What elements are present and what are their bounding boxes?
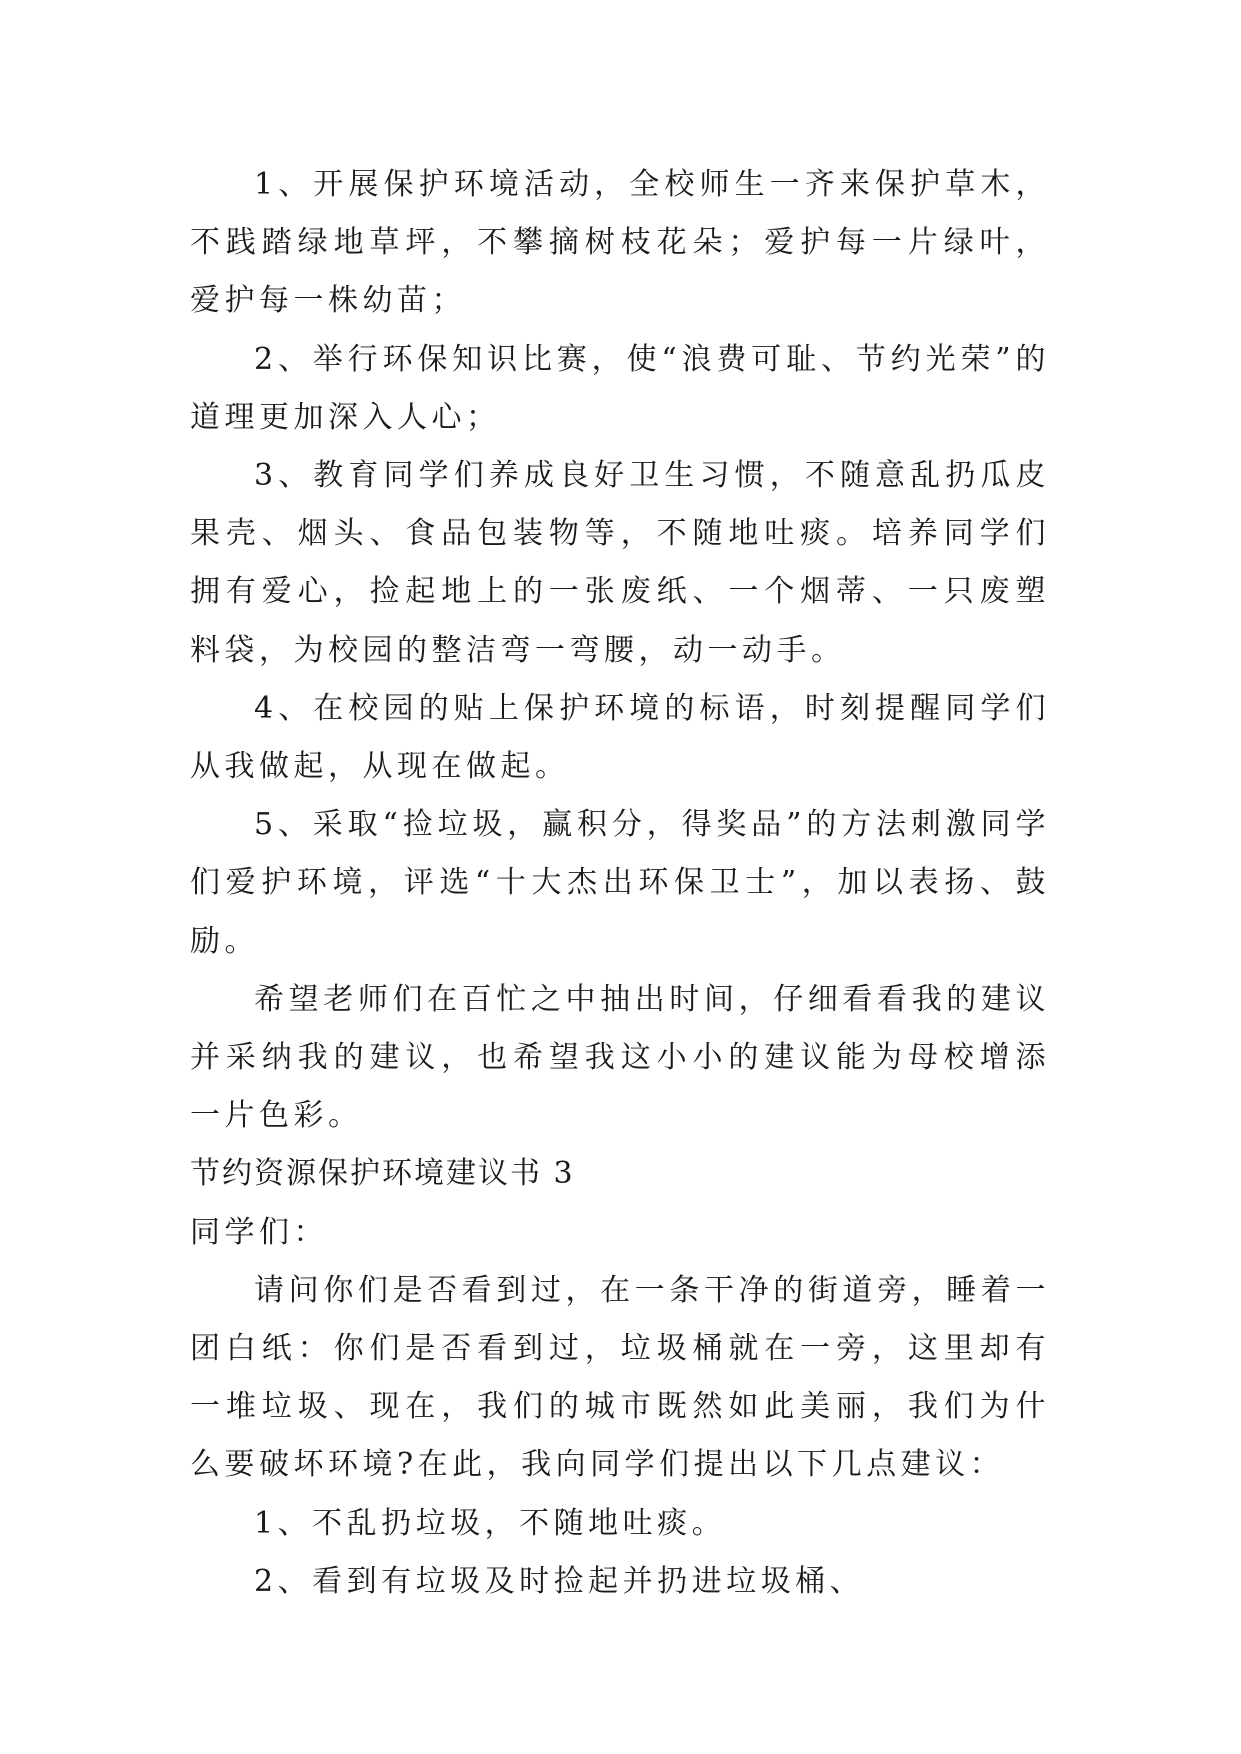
document-body (190, 156, 1050, 1611)
suggestion-1: 1、不乱扔垃圾，不随地吐痰。 (254, 1505, 727, 1541)
salutation: 同学们： (190, 1214, 328, 1250)
paragraph-5: 5、采取“捡垃圾，赢积分，得奖品”的方法刺激同学们爱护环境，评选“十大杰出环保卫士”，加以表扬、鼓励。 (190, 807, 1050, 959)
paragraph-3: 3、教育同学们养成良好卫生习惯，不随意乱扔瓜皮果壳、烟头、食品包装物等，不随地吐痰。培养同学们拥有爱心，捡起地上的一张废纸、一个烟蒂、一只废塑料袋，为校园的整洁弯一弯腰，动一动手。 (190, 458, 1050, 668)
suggestion-2: 2、看到有垃圾及时捡起并扔进垃圾桶、 (254, 1563, 865, 1599)
paragraph-1: 1、开展保护环境活动，全校师生一齐来保护草木，不践踏绿地草坪，不攀摘树枝花朵；爱护每一片绿叶，爱护每一株幼苗； (190, 167, 1050, 319)
paragraph-intro: 请问你们是否看到过，在一条干净的街道旁，睡着一团白纸：你们是否看到过，垃圾桶就在一旁，这里却有一堆垃圾、现在，我们的城市既然如此美丽，我们为什么要破坏环境?在此，我向同学们提出以下几点建议： (190, 1272, 1050, 1483)
section-title: 节约资源保护环境建议书 3 (190, 1156, 575, 1192)
paragraph-2: 2、举行环保知识比赛，使“浪费可耻、节约光荣”的道理更加深入人心； (190, 341, 1050, 435)
paragraph-4: 4、在校园的贴上保护环境的标语，时刻提醒同学们从我做起，从现在做起。 (190, 690, 1050, 785)
paragraph-closing: 希望老师们在百忙之中抽出时间，仔细看看我的建议并采纳我的建议，也希望我这小小的建议能为母校增添一片色彩。 (190, 981, 1050, 1134)
